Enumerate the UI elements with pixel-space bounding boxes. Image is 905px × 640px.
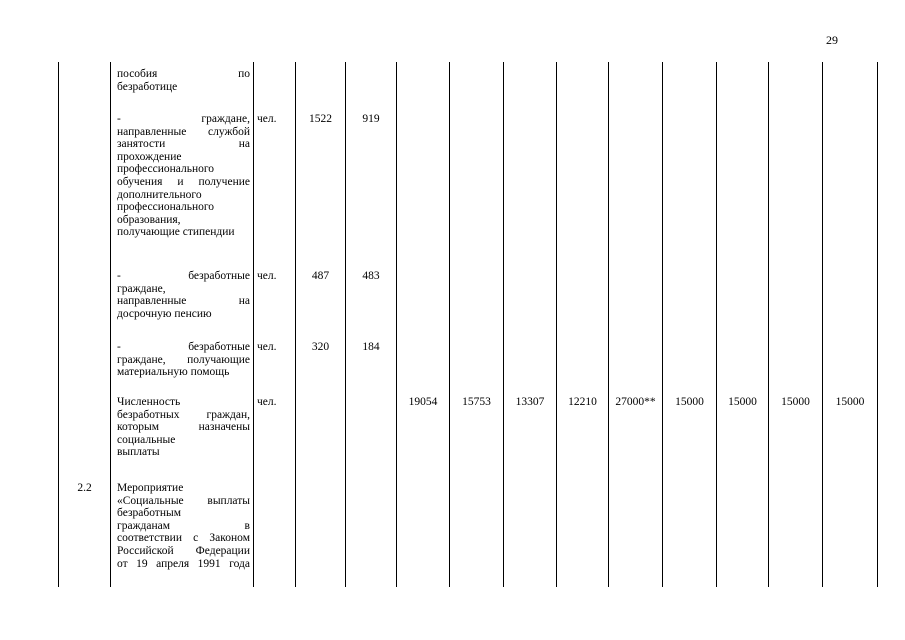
description-line: соответствии с Законом (117, 532, 250, 545)
description-line: «Социальные выплаты (117, 494, 250, 507)
table-border (295, 62, 296, 587)
row-number: 2.2 (77, 482, 92, 494)
value-cell: 184 (362, 341, 380, 353)
description-line: профессионального (117, 201, 215, 214)
table-border (396, 62, 397, 587)
description-line: - граждане, (117, 113, 250, 125)
description-line: - безработные (117, 341, 250, 353)
table-border (822, 62, 823, 587)
description-line: дополнительного (117, 188, 202, 201)
description-line: гражданам в (117, 519, 250, 532)
description-line: Численность (117, 396, 181, 408)
table-row-description (117, 396, 250, 459)
description-line: направленные службой (117, 125, 250, 138)
description-line: занятости на (117, 138, 250, 151)
value-cell: 15000 (675, 396, 704, 408)
value-cell: 15000 (835, 396, 865, 408)
value-cell: 27000** (615, 396, 656, 408)
value-cell: 15000 (781, 396, 810, 408)
table-border (877, 62, 878, 587)
description-line: безработице (117, 80, 178, 93)
description-line: граждане, получающие (117, 353, 250, 366)
table-border (110, 62, 111, 587)
value-cell: 13307 (515, 396, 545, 408)
table-row-description (117, 270, 250, 320)
description-line: от 19 апреля 1991 года (117, 557, 250, 570)
unit-cell: чел. (257, 341, 277, 353)
unit-cell: чел. (257, 396, 277, 408)
description-line: социальные (117, 433, 176, 446)
description-line: профессионального (117, 163, 215, 176)
description-line: образования, (117, 213, 181, 226)
description-line: безработных граждан, (117, 408, 250, 421)
table-border (449, 62, 450, 587)
table-row-description (117, 482, 250, 570)
value-cell: 483 (362, 270, 380, 282)
value-cell: 12210 (568, 396, 597, 408)
description-line: пособия по (117, 68, 250, 80)
table-border (716, 62, 717, 587)
unit-cell: чел. (257, 270, 277, 282)
value-cell: 487 (311, 270, 330, 282)
table-border (608, 62, 609, 587)
table-row-description (117, 341, 250, 379)
description-line: досрочную пенсию (117, 307, 212, 320)
value-cell: 15000 (728, 396, 757, 408)
description-line: граждане, (117, 282, 166, 295)
value-cell: 1522 (309, 113, 332, 125)
value-cell: 19054 (408, 396, 438, 408)
table-border (662, 62, 663, 587)
description-line: Российской Федерации (117, 544, 250, 557)
description-line: безработным (117, 507, 181, 520)
table-border (253, 62, 254, 587)
description-line: направленные на (117, 295, 250, 308)
table-border (345, 62, 346, 587)
description-line: выплаты (117, 446, 160, 459)
description-line: обучения и получение (117, 175, 250, 188)
unit-cell: чел. (257, 113, 277, 125)
description-line: прохождение (117, 150, 182, 163)
page-number: 29 (826, 33, 838, 47)
description-line: которым назначены (117, 421, 250, 434)
description-line: материальную помощь (117, 366, 230, 379)
table-border (556, 62, 557, 587)
table-border (503, 62, 504, 587)
value-cell: 919 (362, 113, 380, 125)
value-cell: 320 (311, 341, 330, 353)
description-line: Мероприятие (117, 482, 184, 494)
table-row-description (117, 68, 250, 93)
table-border (768, 62, 769, 587)
description-line: получающие стипендии (117, 226, 235, 239)
value-cell: 15753 (462, 396, 491, 408)
table-border (58, 62, 59, 587)
table-row-description (117, 113, 250, 239)
description-line: - безработные (117, 270, 250, 282)
